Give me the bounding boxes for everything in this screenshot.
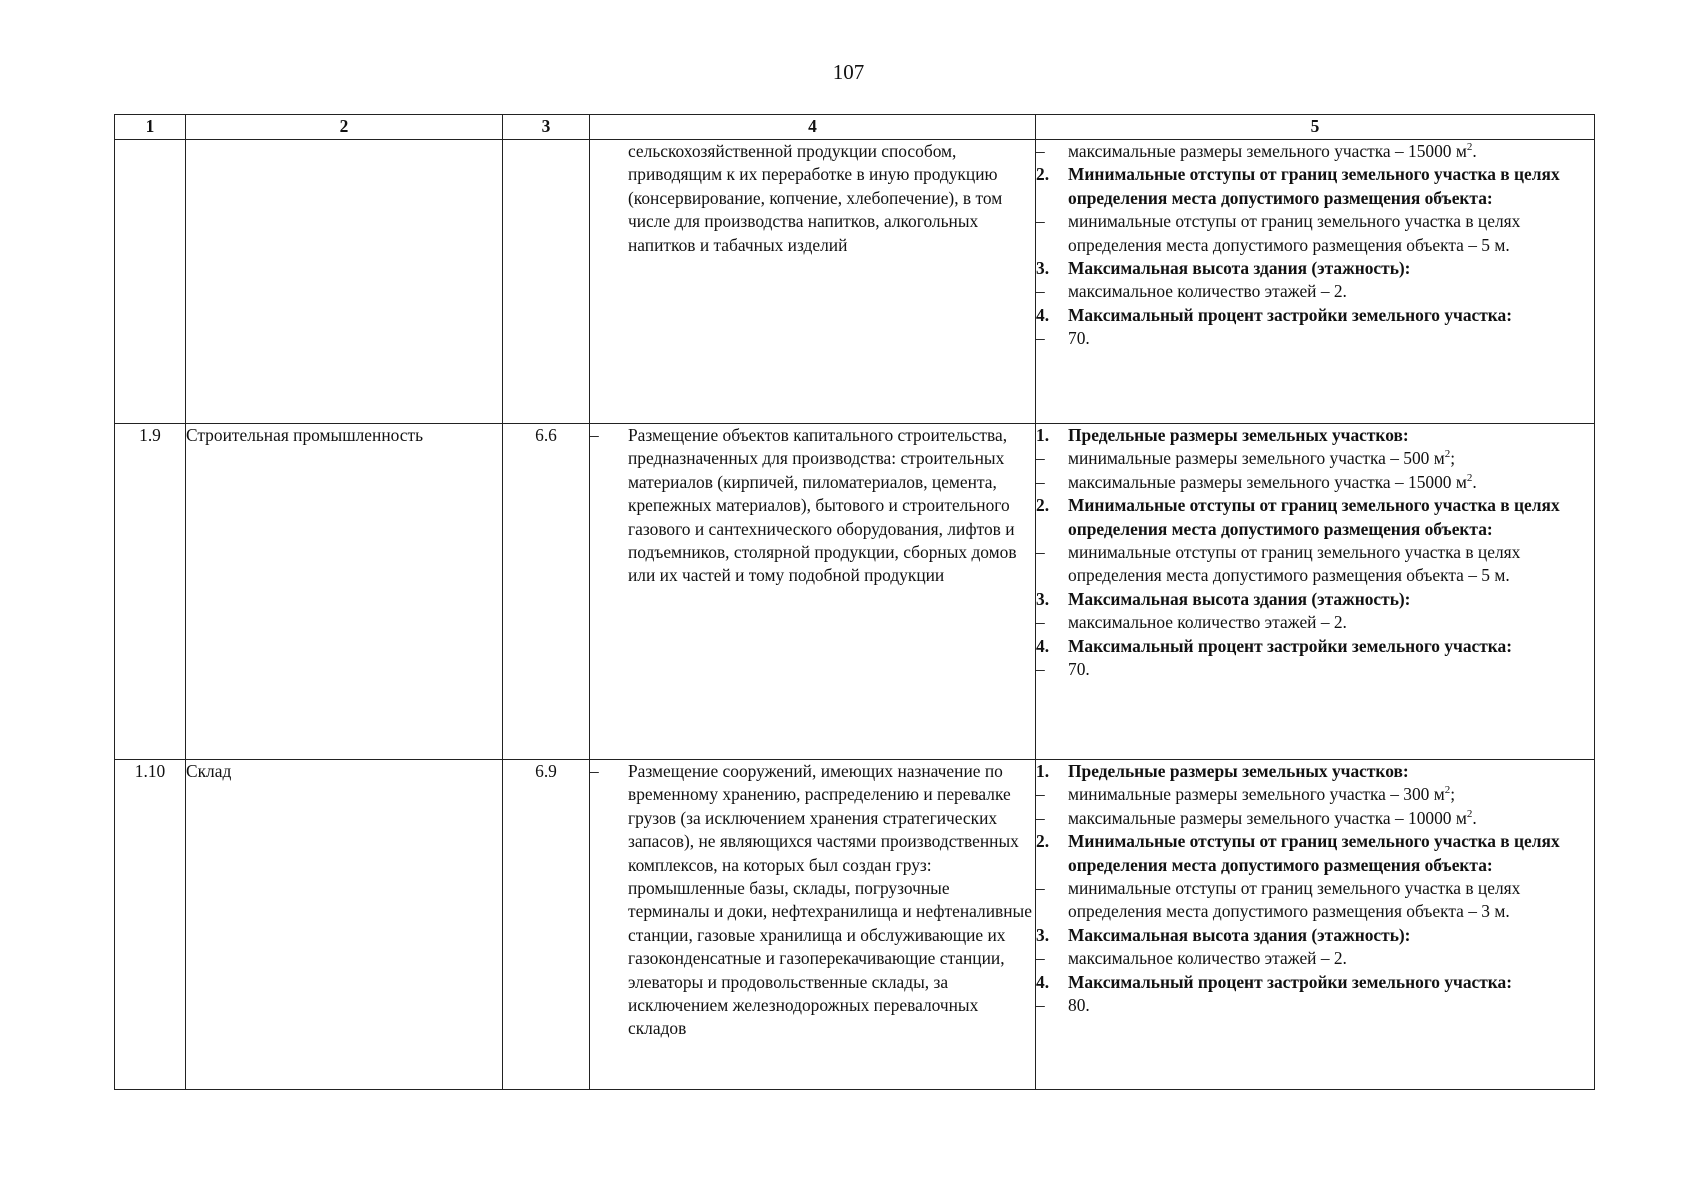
parameter-text-wrap	[1068, 494, 1594, 541]
parameter-text: максимальное количество этажей – 2.	[1068, 281, 1347, 302]
parameter-heading	[1036, 830, 1594, 877]
parameter-text: максимальное количество этажей – 2.	[1068, 612, 1347, 633]
parameter-marker: –	[1036, 542, 1045, 563]
parameter-text-wrap	[1068, 877, 1594, 924]
parameter-punctuation: ;	[1450, 448, 1456, 469]
parameter-punctuation: .	[1472, 141, 1477, 161]
table-header	[115, 115, 1595, 140]
land-use-description	[590, 424, 1036, 760]
parameter-text-wrap	[1068, 447, 1594, 470]
page-number: 107	[832, 60, 865, 84]
parameter-marker: –	[1036, 878, 1045, 899]
parameter-text: максимальные размеры земельного участка – 15000 м	[1068, 471, 1467, 492]
parameters-cell	[1036, 140, 1595, 424]
parameter-marker: –	[1036, 141, 1045, 161]
parameter-item	[1036, 807, 1594, 830]
parameter-text-wrap	[1068, 588, 1594, 611]
header-col-4: 4	[590, 115, 1036, 140]
parameter-marker: 1.	[1036, 761, 1050, 781]
parameter-punctuation: .	[1472, 807, 1477, 828]
header-col-1: 1	[115, 115, 186, 140]
parameter-punctuation: .	[1472, 471, 1477, 492]
parameter-text-wrap	[1068, 658, 1594, 681]
parameter-text: Максимальная высота здания (этажность):	[1068, 588, 1411, 609]
parameter-marker: 3.	[1036, 588, 1050, 609]
parameter-text-wrap	[1068, 994, 1594, 1017]
description-dash: –	[590, 425, 599, 445]
description-text: сельскохозяйственной продукции способом, приводящим к их переработке в иную продукцию (консервирование, копчение, хлебопечение), в том числе для производства напитков, алкогольных напитков и табачных изделий	[628, 141, 1003, 255]
parameter-text-wrap	[1068, 210, 1594, 257]
row-number	[115, 140, 186, 424]
parameter-text-wrap	[1068, 327, 1594, 350]
parameter-text: Предельные размеры земельных участков:	[1068, 425, 1409, 445]
parameter-item	[1036, 611, 1594, 634]
parameter-item	[1036, 140, 1594, 163]
parameter-item	[1036, 994, 1594, 1017]
parameter-marker: –	[1036, 281, 1045, 302]
header-col-5: 5	[1036, 115, 1595, 140]
parameter-item	[1036, 947, 1594, 970]
row-number: 1.9	[115, 424, 186, 760]
table-row	[115, 760, 1595, 1090]
parameter-text: Максимальный процент застройки земельного участка:	[1068, 971, 1513, 992]
parameter-text-wrap	[1068, 140, 1594, 163]
land-use-description	[590, 140, 1036, 424]
parameter-marker: 4.	[1036, 304, 1050, 325]
parameter-text-wrap	[1068, 783, 1594, 806]
parameter-text-wrap	[1068, 760, 1594, 783]
area-unit-exponent: 2	[1444, 784, 1451, 797]
parameter-item	[1036, 783, 1594, 806]
parameter-text: Максимальная высота здания (этажность):	[1068, 258, 1411, 279]
parameter-text: Предельные размеры земельных участков:	[1068, 761, 1409, 781]
parameter-heading	[1036, 924, 1594, 947]
parameter-text: Минимальные отступы от границ земельного участка в целях определения места допустимого размещения объекта:	[1068, 831, 1560, 875]
header-col-3: 3	[503, 115, 590, 140]
parameter-text-wrap	[1068, 257, 1594, 280]
parameter-text: Минимальные отступы от границ земельного участка в целях определения места допустимого размещения объекта:	[1068, 495, 1560, 539]
parameters-cell	[1036, 760, 1595, 1090]
parameter-item	[1036, 541, 1594, 588]
parameter-text-wrap	[1068, 635, 1594, 658]
parameter-text: минимальные размеры земельного участка – 500 м	[1068, 448, 1445, 469]
description-block	[590, 424, 1035, 588]
land-use-code: 6.6	[503, 424, 590, 760]
description-dash: –	[590, 761, 599, 781]
parameter-heading	[1036, 971, 1594, 994]
parameter-marker: 1.	[1036, 425, 1050, 445]
parameter-text: минимальные отступы от границ земельного участка в целях определения места допустимого размещения объекта – 3 м.	[1068, 878, 1521, 922]
land-use-name: Строительная промышленность	[186, 424, 503, 760]
parameter-text-wrap	[1068, 541, 1594, 588]
parameters-cell	[1036, 424, 1595, 760]
parameter-text: максимальные размеры земельного участка – 15000 м	[1068, 141, 1467, 161]
parameter-text-wrap	[1068, 947, 1594, 970]
parameter-marker: –	[1036, 659, 1045, 680]
parameter-text: Максимальный процент застройки земельного участка:	[1068, 635, 1513, 656]
parameter-marker: –	[1036, 995, 1045, 1016]
parameter-marker: –	[1036, 448, 1045, 469]
parameter-item	[1036, 280, 1594, 303]
parameter-marker: 2.	[1036, 831, 1050, 852]
parameter-item	[1036, 877, 1594, 924]
parameter-marker: –	[1036, 328, 1045, 349]
parameter-text-wrap	[1068, 280, 1594, 303]
parameter-text-wrap	[1068, 807, 1594, 830]
description-block	[590, 760, 1035, 1041]
parameter-heading	[1036, 588, 1594, 611]
parameter-marker: 3.	[1036, 258, 1050, 279]
parameter-punctuation: ;	[1450, 784, 1456, 805]
parameter-text-wrap	[1068, 163, 1594, 210]
parameter-text: 70.	[1068, 659, 1090, 680]
land-use-description	[590, 760, 1036, 1090]
parameter-text: максимальное количество этажей – 2.	[1068, 948, 1347, 969]
parameter-text-wrap	[1068, 830, 1594, 877]
parameter-item	[1036, 471, 1594, 494]
land-use-code: 6.9	[503, 760, 590, 1090]
parameter-marker: 2.	[1036, 164, 1050, 185]
description-text: Размещение сооружений, имеющих назначение по временному хранению, распределению и перевалке грузов (за исключением хранения стратегических запасов), не являющихся частями производственных комплексов, на которых был создан груз: промышленные базы, склады, погрузочные терминалы и доки, нефтехранилища и нефтеналивные станции, газовые хранилища и обслуживающие их газоконденсатные и газоперекачивающие станции, элеваторы и продовольственные склады, за исключением железнодорожных перевалочных складов	[628, 761, 1032, 1039]
parameter-item	[1036, 327, 1594, 350]
parameter-heading	[1036, 635, 1594, 658]
parameter-marker: –	[1036, 211, 1045, 232]
parameter-marker: –	[1036, 784, 1045, 805]
description-block	[590, 140, 1035, 257]
table-row	[115, 424, 1595, 760]
table-row	[115, 140, 1595, 424]
parameter-heading	[1036, 424, 1594, 447]
parameter-marker: 3.	[1036, 924, 1050, 945]
parameter-marker: 4.	[1036, 971, 1050, 992]
parameter-marker: –	[1036, 807, 1045, 828]
description-text: Размещение объектов капитального строительства, предназначенных для производства: строительных материалов (кирпичей, пиломатериалов, цемента, крепежных материалов), бытового и строительного газового и сантехнического оборудования, лифтов и подъемников, столярной продукции, сборных домов или их частей и тому подобной продукции	[628, 425, 1017, 586]
parameter-text-wrap	[1068, 611, 1594, 634]
land-use-code	[503, 140, 590, 424]
parameter-heading	[1036, 163, 1594, 210]
area-unit-exponent: 2	[1466, 471, 1473, 484]
parameter-marker: 2.	[1036, 495, 1050, 516]
parameter-text-wrap	[1068, 924, 1594, 947]
parameter-text-wrap	[1068, 424, 1594, 447]
parameter-text: максимальные размеры земельного участка – 10000 м	[1068, 807, 1467, 828]
parameter-text-wrap	[1068, 304, 1594, 327]
area-unit-exponent: 2	[1444, 448, 1451, 461]
parameter-heading	[1036, 257, 1594, 280]
parameter-heading	[1036, 494, 1594, 541]
parameter-text: Минимальные отступы от границ земельного участка в целях определения места допустимого размещения объекта:	[1068, 164, 1560, 208]
parameter-text: минимальные размеры земельного участка – 300 м	[1068, 784, 1445, 805]
zoning-table	[114, 114, 1595, 1090]
parameter-text: Максимальная высота здания (этажность):	[1068, 924, 1411, 945]
area-unit-exponent: 2	[1466, 141, 1473, 153]
parameter-text: минимальные отступы от границ земельного участка в целях определения места допустимого размещения объекта – 5 м.	[1068, 211, 1521, 255]
parameter-text: 70.	[1068, 328, 1090, 349]
parameter-item	[1036, 210, 1594, 257]
parameter-heading	[1036, 760, 1594, 783]
parameter-text: минимальные отступы от границ земельного участка в целях определения места допустимого размещения объекта – 5 м.	[1068, 542, 1521, 586]
parameter-marker: 4.	[1036, 635, 1050, 656]
area-unit-exponent: 2	[1466, 807, 1473, 820]
parameter-heading	[1036, 304, 1594, 327]
parameter-text: Максимальный процент застройки земельного участка:	[1068, 304, 1513, 325]
description-dash	[590, 140, 628, 257]
parameter-text-wrap	[1068, 471, 1594, 494]
parameter-marker: –	[1036, 612, 1045, 633]
parameter-item	[1036, 447, 1594, 470]
row-number: 1.10	[115, 760, 186, 1090]
land-use-name	[186, 140, 503, 424]
header-col-2: 2	[186, 115, 503, 140]
table-body	[115, 140, 1595, 1090]
parameter-marker: –	[1036, 471, 1045, 492]
parameter-text: 80.	[1068, 995, 1090, 1016]
parameter-text-wrap	[1068, 971, 1594, 994]
parameter-item	[1036, 658, 1594, 681]
land-use-name: Склад	[186, 760, 503, 1090]
parameter-marker: –	[1036, 948, 1045, 969]
